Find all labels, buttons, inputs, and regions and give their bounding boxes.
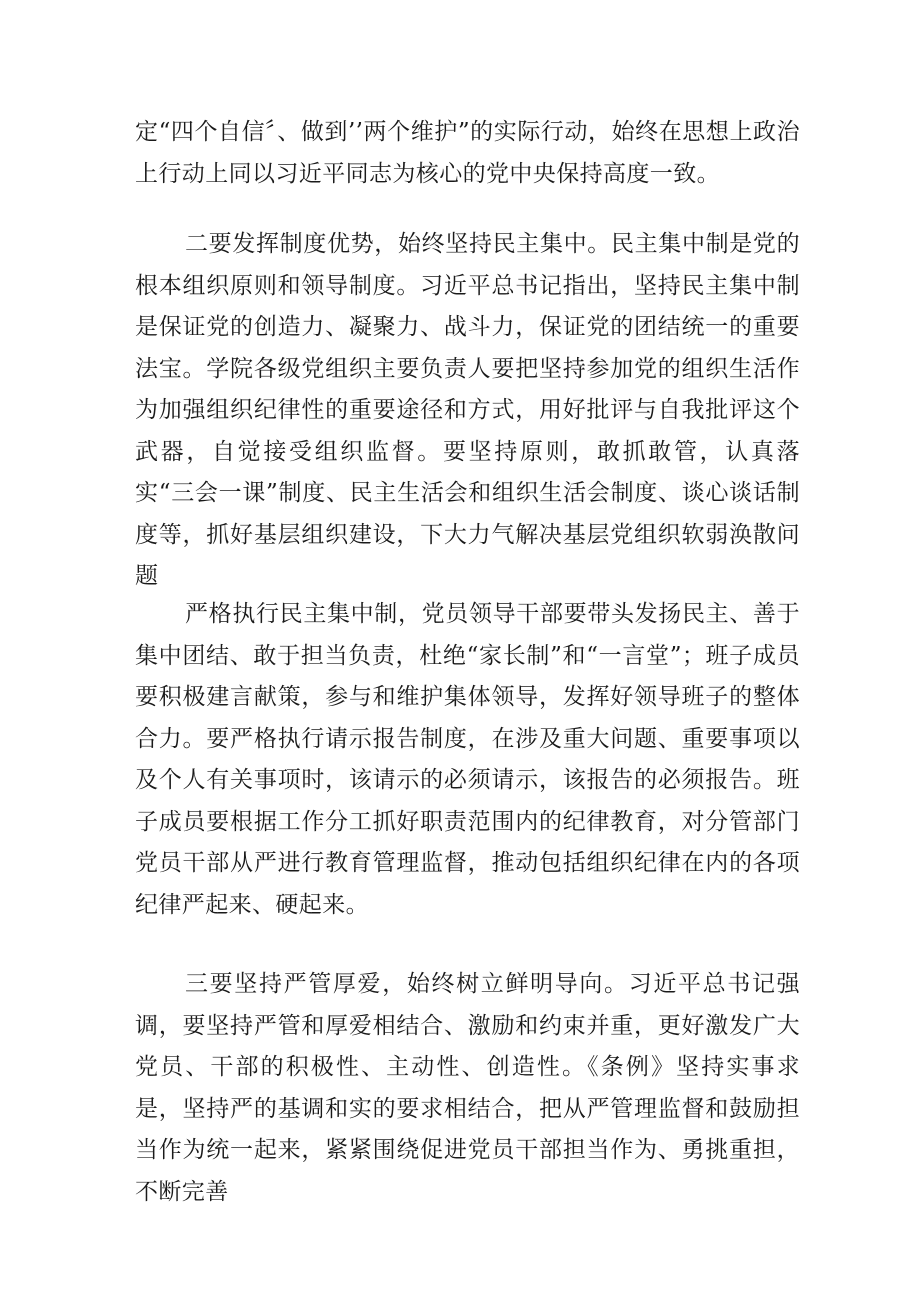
paragraph-strict-implementation: 严格执行民主集中制，党员领导干部要带头发扬民主、善于集中团结、敢于担当负责，杜绝“家长制”和“一言堂”；班子成员要积极建言献策，参与和维护集体领导，发挥好领导班子的整体合力。要严格执行请示报告制度，在涉及重大问题、重要事项以及个人有关事项时，该请示的必须请示，该报告的必须报告。班子成员要根据工作分工抓好职责范围内的纪律教育，对分管部门党员干部从严进行教育管理监督，推动包括组织纪律在内的各项纪律严起来、硬起来。 [135,601,800,918]
paragraph-democratic-centralism: 二要发挥制度优势，始终坚持民主集中。民主集中制是党的根本组织原则和领导制度。习近平总书记指出，坚持民主集中制是保证党的创造力、凝聚力、战斗力，保证党的团结统一的重要法宝。学院各级党组织主要负责人要把坚持参加党的组织生活作为加强组织纪律性的重要途径和方式，用好批评与自我批评这个武器，自觉接受组织监督。要坚持原则，敢抓敢管，认真落实“三会一课”制度、民主生活会和组织生活会制度、谈心谈话制度等，抓好基层组织建设，下大力气解决基层党组织软弱涣散问题 [135,231,800,589]
paragraph-continuation: 定“四个自信〞、做到’’两个维护”的实际行动，始终在思想上政治上行动上同以习近平同志为核心的党中央保持高度一致。 [135,119,800,187]
paragraph-strict-management: 三要坚持严管厚爱，始终树立鲜明导向。习近平总书记强调，要坚持严管和厚爱相结合、激励和约束并重，更好激发广大党员、干部的积极性、主动性、创造性。《条例》坚持实事求是，坚持严的基调和实的要求相结合，把从严管理监督和鼓励担当作为统一起来，紧紧围绕促进党员干部担当作为、勇挑重担，不断完善 [135,971,800,1205]
